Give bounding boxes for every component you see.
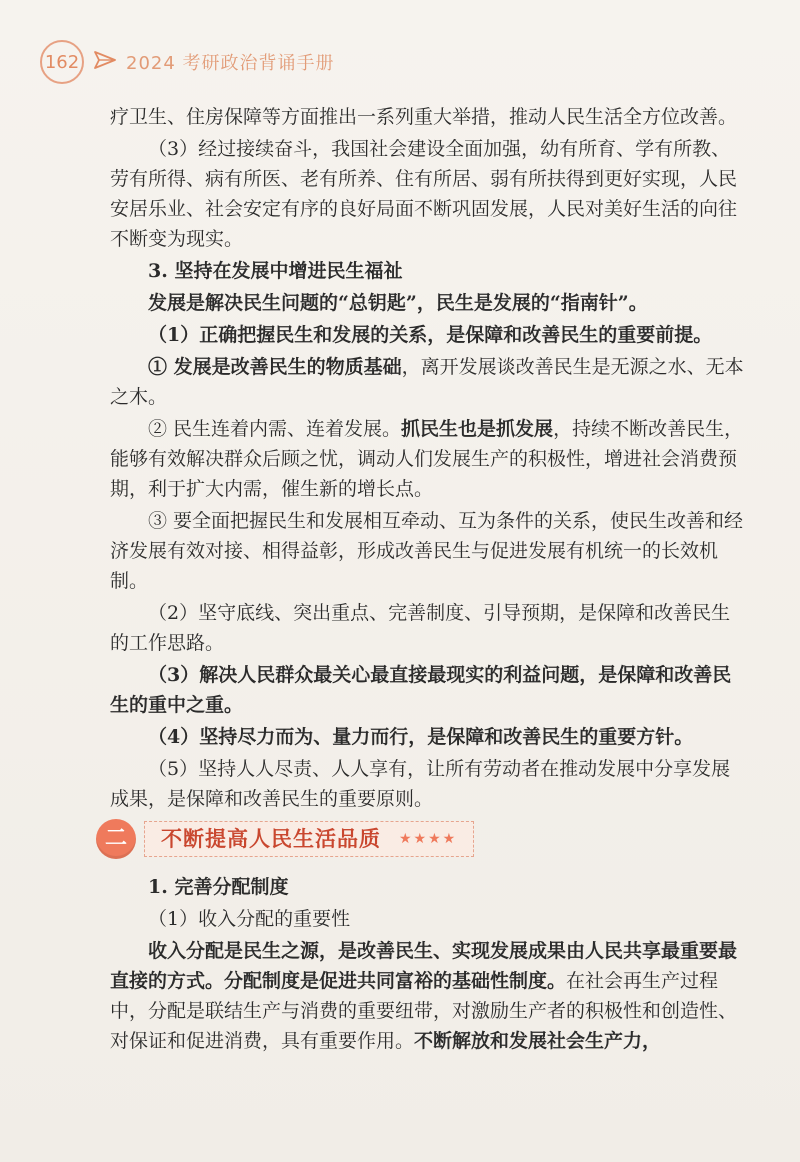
book-title: 2024 考研政治背诵手册	[126, 53, 335, 74]
paper-plane-icon	[94, 51, 116, 73]
text: 在社会再生产过程中，分配是联结生产与消费的重要纽带，对激励生产者的积极性和创造性、对保证和促进消费，具有重要作用。	[110, 970, 738, 1052]
paragraph: （2）坚守底线、突出重点、完善制度、引导预期，是保障和改善民生的工作思路。	[110, 602, 731, 654]
paragraph	[110, 936, 745, 1056]
bold-text: 收入分配是民生之源，是改善民生、实现发展成果由人民共享最重要最直接的方式。	[110, 940, 738, 992]
text: ，持续不断改善民生，能够有效解决群众后顾之忧，调动人们发展生产的积极性，增进社会消费预期，利于扩大内需，催生新的增长点。	[110, 418, 744, 500]
paragraph: ③ 要全面把握民生和发展相互牵动、互为条件的关系，使民生改善和经济发展有效对接、相得益彰，形成改善民生与促进发展有机统一的长效机制。	[110, 510, 744, 592]
paragraph: （4）坚持尽力而为、量力而行，是保障和改善民生的重要方针。	[148, 726, 694, 748]
section-number: 二	[96, 819, 136, 859]
paragraph: 发展是解决民生问题的“总钥匙”，民生是发展的“指南针”。	[148, 292, 648, 314]
subheading: 1. 完善分配制度	[148, 876, 289, 898]
paragraph: （5）坚持人人尽责、人人享有，让所有劳动者在推动发展中分享发展成果，是保障和改善民生的重要原则。	[110, 758, 731, 810]
bold-text: 抓民生也是抓发展	[401, 418, 554, 440]
paragraph: （3）经过接续奋斗，我国社会建设全面加强，幼有所育、学有所教、劳有所得、病有所医、老有所养、住有所居、弱有所扶得到更好实现，人民安居乐业、社会安定有序的良好局面不断巩固发展，人民对美好生活的向往不断变为现实。	[110, 138, 738, 250]
subheading: （1）收入分配的重要性	[148, 908, 351, 930]
section-heading	[96, 818, 745, 860]
section-title-bar	[144, 821, 474, 857]
subheading: 3. 坚持在发展中增进民生福祉	[148, 260, 403, 282]
text: ② 民生连着内需、连着发展。	[148, 418, 402, 440]
paragraph	[110, 414, 745, 504]
text: ，离开发展谈改善民生是无源之水、无本之木。	[110, 356, 744, 408]
bold-text: 分配制度是促进共同富裕的基础性制度。	[224, 970, 567, 992]
bold-text: 不断解放和发展社会生产力，	[414, 1030, 662, 1052]
paragraph	[110, 352, 745, 412]
page-number: 162	[40, 40, 84, 84]
body-text	[104, 102, 745, 1058]
bold-text: ① 发展是改善民生的物质基础	[148, 356, 402, 378]
paragraph: （1）正确把握民生和发展的关系，是保障和改善民生的重要前提。	[148, 324, 713, 346]
paragraph: 疗卫生、住房保障等方面推出一系列重大举措，推动人民生活全方位改善。	[110, 106, 738, 128]
star-rating: ★★★★	[399, 831, 458, 847]
page-header	[40, 40, 335, 84]
section-title: 不断提高人民生活品质	[161, 826, 381, 851]
paragraph: （3）解决人民群众最关心最直接最现实的利益问题，是保障和改善民生的重中之重。	[110, 664, 732, 716]
